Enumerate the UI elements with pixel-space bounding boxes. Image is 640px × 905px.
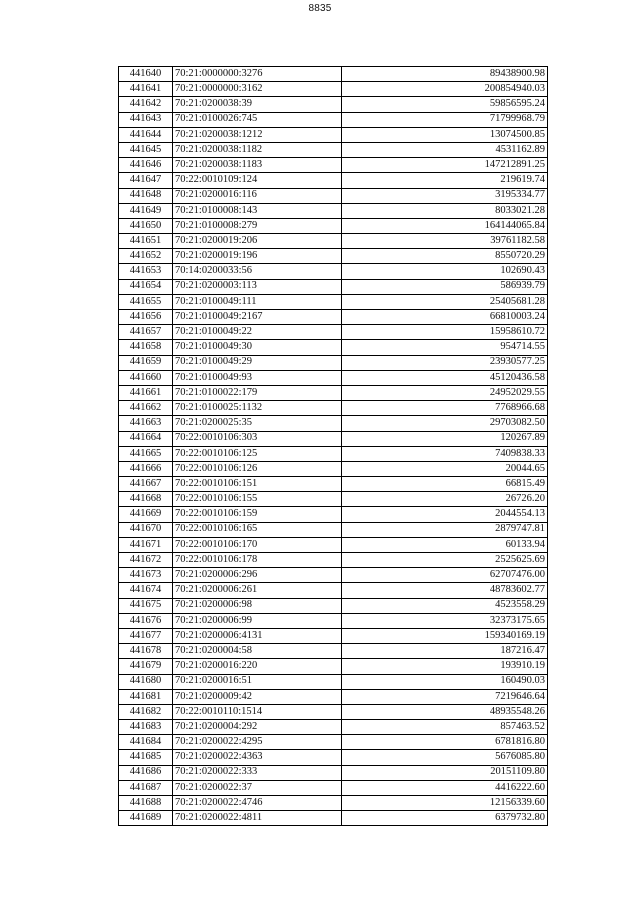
cadastral-number-cell: 70:21:0200022:4363	[173, 750, 342, 765]
value-cell: 102690.43	[342, 264, 548, 279]
cadastral-number-cell: 70:21:0200019:196	[173, 249, 342, 264]
row-id-cell: 441689	[119, 811, 173, 826]
cadastral-number-cell: 70:22:0010106:151	[173, 477, 342, 492]
table-row	[119, 598, 548, 613]
table-row	[119, 279, 548, 294]
cadastral-number-cell: 70:21:0200006:98	[173, 598, 342, 613]
value-cell: 857463.52	[342, 720, 548, 735]
table-row	[119, 67, 548, 82]
table-row	[119, 127, 548, 142]
value-cell: 39761182.58	[342, 234, 548, 249]
table-row	[119, 704, 548, 719]
value-cell: 7409838.33	[342, 446, 548, 461]
value-cell: 159340169.19	[342, 628, 548, 643]
row-id-cell: 441655	[119, 294, 173, 309]
cadastral-number-cell: 70:21:0200022:333	[173, 765, 342, 780]
row-id-cell: 441669	[119, 507, 173, 522]
table-row	[119, 249, 548, 264]
row-id-cell: 441673	[119, 568, 173, 583]
table-row	[119, 765, 548, 780]
value-cell: 26726.20	[342, 492, 548, 507]
row-id-cell: 441661	[119, 385, 173, 400]
cadastral-number-cell: 70:21:0200038:39	[173, 97, 342, 112]
table-row	[119, 401, 548, 416]
cadastral-number-cell: 70:21:0200016:220	[173, 659, 342, 674]
value-cell: 71799968.79	[342, 112, 548, 127]
row-id-cell: 441684	[119, 735, 173, 750]
cadastral-number-cell: 70:21:0200004:58	[173, 644, 342, 659]
table-row	[119, 173, 548, 188]
value-cell: 29703082.50	[342, 416, 548, 431]
cadastral-number-cell: 70:21:0200022:4811	[173, 811, 342, 826]
table-row	[119, 431, 548, 446]
table-row	[119, 644, 548, 659]
table-row	[119, 796, 548, 811]
value-cell: 2879747.81	[342, 522, 548, 537]
row-id-cell: 441678	[119, 644, 173, 659]
cadastral-number-cell: 70:21:0200004:292	[173, 720, 342, 735]
table-row	[119, 720, 548, 735]
cadastral-number-cell: 70:21:0100049:2167	[173, 310, 342, 325]
table-row	[119, 264, 548, 279]
cadastral-number-cell: 70:21:0100049:93	[173, 370, 342, 385]
cadastral-number-cell: 70:21:0200006:4131	[173, 628, 342, 643]
value-cell: 23930577.25	[342, 355, 548, 370]
value-cell: 3195334.77	[342, 188, 548, 203]
row-id-cell: 441682	[119, 704, 173, 719]
cadastral-number-cell: 70:22:0010106:155	[173, 492, 342, 507]
row-id-cell: 441659	[119, 355, 173, 370]
row-id-cell: 441658	[119, 340, 173, 355]
value-cell: 6781816.80	[342, 735, 548, 750]
value-cell: 25405681.28	[342, 294, 548, 309]
value-cell: 12156339.60	[342, 796, 548, 811]
cadastral-number-cell: 70:21:0200006:99	[173, 613, 342, 628]
table-row	[119, 674, 548, 689]
value-cell: 6379732.80	[342, 811, 548, 826]
value-cell: 59856595.24	[342, 97, 548, 112]
table-row	[119, 689, 548, 704]
cadastral-number-cell: 70:21:0200006:296	[173, 568, 342, 583]
value-cell: 48783602.77	[342, 583, 548, 598]
cadastral-number-cell: 70:21:0100049:22	[173, 325, 342, 340]
cadastral-number-cell: 70:21:0200022:37	[173, 780, 342, 795]
row-id-cell: 441668	[119, 492, 173, 507]
row-id-cell: 441687	[119, 780, 173, 795]
row-id-cell: 441679	[119, 659, 173, 674]
value-cell: 193910.19	[342, 659, 548, 674]
cadastral-number-cell: 70:21:0100022:179	[173, 385, 342, 400]
cadastral-number-cell: 70:21:0100049:29	[173, 355, 342, 370]
table-row	[119, 628, 548, 643]
cadastral-number-cell: 70:21:0200038:1182	[173, 142, 342, 157]
value-cell: 4523558.29	[342, 598, 548, 613]
cadastral-number-cell: 70:22:0010106:178	[173, 553, 342, 568]
table-row	[119, 355, 548, 370]
cadastral-number-cell: 70:22:0010106:303	[173, 431, 342, 446]
value-cell: 8550720.29	[342, 249, 548, 264]
row-id-cell: 441640	[119, 67, 173, 82]
cadastral-number-cell: 70:21:0200016:51	[173, 674, 342, 689]
table-row	[119, 735, 548, 750]
cadastral-number-cell: 70:21:0200038:1183	[173, 158, 342, 173]
table-row	[119, 780, 548, 795]
table-row	[119, 310, 548, 325]
value-cell: 954714.55	[342, 340, 548, 355]
table-row	[119, 97, 548, 112]
row-id-cell: 441674	[119, 583, 173, 598]
value-cell: 5676085.80	[342, 750, 548, 765]
table-row	[119, 340, 548, 355]
value-cell: 62707476.00	[342, 568, 548, 583]
row-id-cell: 441646	[119, 158, 173, 173]
row-id-cell: 441648	[119, 188, 173, 203]
value-cell: 66815.49	[342, 477, 548, 492]
table-row	[119, 537, 548, 552]
table-row	[119, 461, 548, 476]
value-cell: 15958610.72	[342, 325, 548, 340]
table-row	[119, 811, 548, 826]
table-row	[119, 112, 548, 127]
value-cell: 120267.89	[342, 431, 548, 446]
row-id-cell: 441671	[119, 537, 173, 552]
row-id-cell: 441650	[119, 218, 173, 233]
table-row	[119, 522, 548, 537]
cadastral-number-cell: 70:21:0200016:116	[173, 188, 342, 203]
row-id-cell: 441657	[119, 325, 173, 340]
table-row	[119, 568, 548, 583]
registry-table	[118, 66, 548, 826]
table-row	[119, 294, 548, 309]
row-id-cell: 441685	[119, 750, 173, 765]
table-row	[119, 218, 548, 233]
value-cell: 160490.03	[342, 674, 548, 689]
value-cell: 32373175.65	[342, 613, 548, 628]
cadastral-number-cell: 70:14:0200033:56	[173, 264, 342, 279]
table-row	[119, 82, 548, 97]
cadastral-number-cell: 70:21:0100008:143	[173, 203, 342, 218]
row-id-cell: 441686	[119, 765, 173, 780]
value-cell: 2525625.69	[342, 553, 548, 568]
value-cell: 7768966.68	[342, 401, 548, 416]
value-cell: 8033021.28	[342, 203, 548, 218]
registry-table-body	[119, 67, 548, 826]
table-row	[119, 188, 548, 203]
value-cell: 89438900.98	[342, 67, 548, 82]
table-row	[119, 446, 548, 461]
table-row	[119, 477, 548, 492]
table-row	[119, 325, 548, 340]
row-id-cell: 441670	[119, 522, 173, 537]
row-id-cell: 441662	[119, 401, 173, 416]
cadastral-number-cell: 70:22:0010106:165	[173, 522, 342, 537]
value-cell: 7219646.64	[342, 689, 548, 704]
cadastral-number-cell: 70:22:0010106:126	[173, 461, 342, 476]
cadastral-number-cell: 70:22:0010110:1514	[173, 704, 342, 719]
table-row	[119, 385, 548, 400]
table-row	[119, 613, 548, 628]
value-cell: 4531162.89	[342, 142, 548, 157]
cadastral-number-cell: 70:22:0010106:170	[173, 537, 342, 552]
cadastral-number-cell: 70:21:0100025:1132	[173, 401, 342, 416]
value-cell: 4416222.60	[342, 780, 548, 795]
row-id-cell: 441641	[119, 82, 173, 97]
cadastral-number-cell: 70:21:0000000:3162	[173, 82, 342, 97]
cadastral-number-cell: 70:21:0100026:745	[173, 112, 342, 127]
cadastral-number-cell: 70:21:0000000:3276	[173, 67, 342, 82]
cadastral-number-cell: 70:22:0010109:124	[173, 173, 342, 188]
row-id-cell: 441643	[119, 112, 173, 127]
table-row	[119, 507, 548, 522]
value-cell: 20151109.80	[342, 765, 548, 780]
row-id-cell: 441667	[119, 477, 173, 492]
table-row	[119, 553, 548, 568]
row-id-cell: 441675	[119, 598, 173, 613]
row-id-cell: 441672	[119, 553, 173, 568]
row-id-cell: 441651	[119, 234, 173, 249]
value-cell: 45120436.58	[342, 370, 548, 385]
table-row	[119, 370, 548, 385]
table-row	[119, 659, 548, 674]
row-id-cell: 441677	[119, 628, 173, 643]
row-id-cell: 441656	[119, 310, 173, 325]
table-row	[119, 234, 548, 249]
table-row	[119, 750, 548, 765]
row-id-cell: 441642	[119, 97, 173, 112]
row-id-cell: 441645	[119, 142, 173, 157]
row-id-cell: 441654	[119, 279, 173, 294]
row-id-cell: 441647	[119, 173, 173, 188]
row-id-cell: 441665	[119, 446, 173, 461]
cadastral-number-cell: 70:21:0200006:261	[173, 583, 342, 598]
value-cell: 187216.47	[342, 644, 548, 659]
value-cell: 147212891.25	[342, 158, 548, 173]
row-id-cell: 441676	[119, 613, 173, 628]
row-id-cell: 441688	[119, 796, 173, 811]
table-row	[119, 492, 548, 507]
row-id-cell: 441681	[119, 689, 173, 704]
table-row	[119, 158, 548, 173]
cadastral-number-cell: 70:21:0200022:4746	[173, 796, 342, 811]
cadastral-number-cell: 70:21:0100049:30	[173, 340, 342, 355]
value-cell: 24952029.55	[342, 385, 548, 400]
row-id-cell: 441664	[119, 431, 173, 446]
value-cell: 2044554.13	[342, 507, 548, 522]
table-row	[119, 203, 548, 218]
value-cell: 60133.94	[342, 537, 548, 552]
table-row	[119, 416, 548, 431]
table-row	[119, 583, 548, 598]
cadastral-number-cell: 70:21:0200009:42	[173, 689, 342, 704]
cadastral-number-cell: 70:21:0200003:113	[173, 279, 342, 294]
row-id-cell: 441683	[119, 720, 173, 735]
cadastral-number-cell: 70:21:0200022:4295	[173, 735, 342, 750]
row-id-cell: 441660	[119, 370, 173, 385]
table-row	[119, 142, 548, 157]
value-cell: 586939.79	[342, 279, 548, 294]
row-id-cell: 441653	[119, 264, 173, 279]
value-cell: 164144065.84	[342, 218, 548, 233]
cadastral-number-cell: 70:22:0010106:159	[173, 507, 342, 522]
row-id-cell: 441680	[119, 674, 173, 689]
row-id-cell: 441652	[119, 249, 173, 264]
value-cell: 20044.65	[342, 461, 548, 476]
cadastral-number-cell: 70:22:0010106:125	[173, 446, 342, 461]
value-cell: 13074500.85	[342, 127, 548, 142]
row-id-cell: 441666	[119, 461, 173, 476]
value-cell: 66810003.24	[342, 310, 548, 325]
value-cell: 48935548.26	[342, 704, 548, 719]
cadastral-number-cell: 70:21:0200038:1212	[173, 127, 342, 142]
value-cell: 219619.74	[342, 173, 548, 188]
page-number: 8835	[308, 3, 332, 14]
cadastral-number-cell: 70:21:0100049:111	[173, 294, 342, 309]
value-cell: 200854940.03	[342, 82, 548, 97]
row-id-cell: 441649	[119, 203, 173, 218]
row-id-cell: 441663	[119, 416, 173, 431]
cadastral-number-cell: 70:21:0200025:35	[173, 416, 342, 431]
row-id-cell: 441644	[119, 127, 173, 142]
cadastral-number-cell: 70:21:0200019:206	[173, 234, 342, 249]
cadastral-number-cell: 70:21:0100008:279	[173, 218, 342, 233]
